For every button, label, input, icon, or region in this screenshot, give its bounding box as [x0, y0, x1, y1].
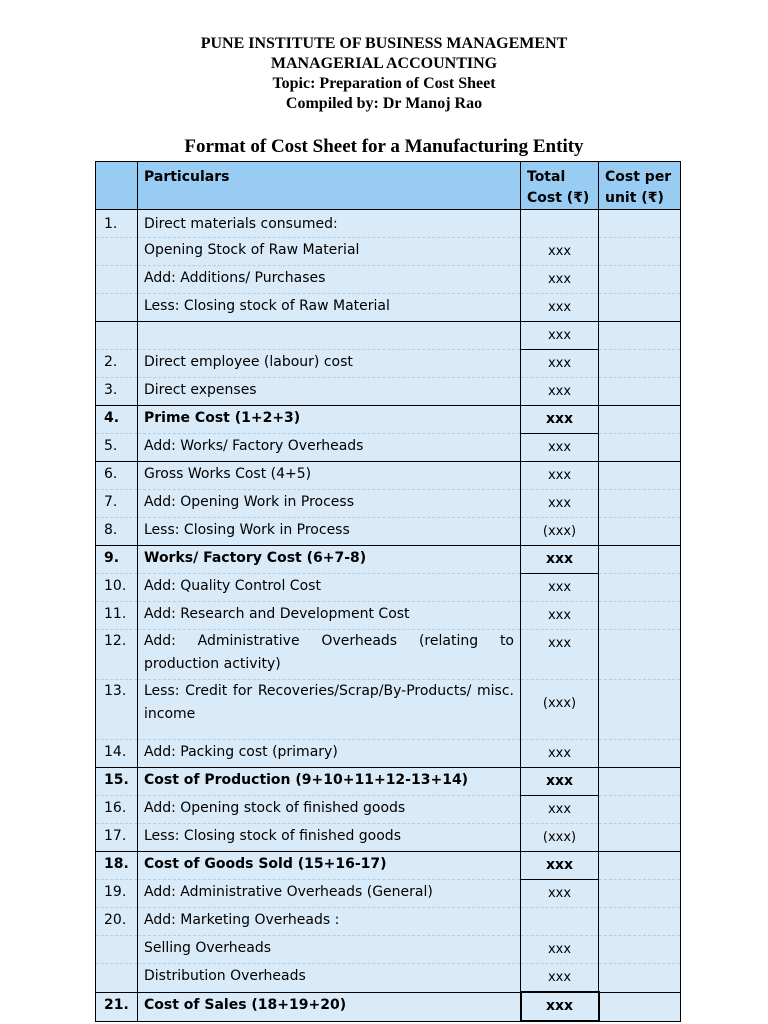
row-total-cost: xxx [521, 880, 599, 908]
table-row [96, 406, 681, 434]
row-total-cost [521, 210, 599, 238]
row-cost-per-unit [599, 294, 681, 322]
row-particulars: Add: Opening Work in Process [138, 490, 521, 518]
row-particulars: Opening Stock of Raw Material [138, 238, 521, 266]
row-cost-per-unit [599, 740, 681, 768]
row-number: 1. [96, 210, 138, 238]
row-particulars: Add: Additions/ Purchases [138, 266, 521, 294]
row-particulars: Selling Overheads [138, 936, 521, 964]
row-total-cost: xxx [521, 546, 599, 574]
compiled-by-line: Compiled by: Dr Manoj Rao [285, 95, 483, 112]
course-name: MANAGERIAL ACCOUNTING [270, 55, 498, 72]
row-particulars: Add: Packing cost (primary) [138, 740, 521, 768]
row-cost-per-unit [599, 546, 681, 574]
table-row [96, 210, 681, 238]
table-row [96, 824, 681, 852]
row-total-cost: xxx [521, 406, 599, 434]
row-total-cost [521, 908, 599, 936]
document-header [0, 34, 768, 114]
row-particulars: Add: Research and Development Cost [138, 602, 521, 630]
row-number: 14. [96, 740, 138, 768]
row-particulars: Add: Administrative Overheads (General) [138, 880, 521, 908]
row-cost-per-unit [599, 880, 681, 908]
table-row [96, 852, 681, 880]
row-total-cost: xxx [521, 630, 599, 680]
row-cost-per-unit [599, 406, 681, 434]
row-total-cost: xxx [521, 574, 599, 602]
row-number: 11. [96, 602, 138, 630]
row-total-cost: xxx [521, 796, 599, 824]
row-particulars [138, 322, 521, 350]
row-total-cost: xxx [521, 322, 599, 350]
row-number [96, 294, 138, 322]
row-number: 10. [96, 574, 138, 602]
table-row [96, 266, 681, 294]
table-row [96, 238, 681, 266]
row-number: 2. [96, 350, 138, 378]
row-number: 20. [96, 908, 138, 936]
row-particulars: Less: Credit for Recoveries/Scrap/By-Products/ misc. income [138, 680, 521, 740]
row-number [96, 238, 138, 266]
row-number: 21. [96, 992, 138, 1021]
row-total-cost: (xxx) [521, 824, 599, 852]
row-cost-per-unit [599, 322, 681, 350]
row-total-cost: xxx [521, 992, 599, 1021]
row-particulars: Gross Works Cost (4+5) [138, 462, 521, 490]
row-cost-per-unit [599, 266, 681, 294]
topic-line: Topic: Preparation of Cost Sheet [272, 75, 496, 92]
row-cost-per-unit [599, 630, 681, 680]
row-cost-per-unit [599, 462, 681, 490]
row-total-cost: (xxx) [521, 518, 599, 546]
row-particulars: Less: Closing Work in Process [138, 518, 521, 546]
row-number: 5. [96, 434, 138, 462]
table-row [96, 462, 681, 490]
row-particulars: Works/ Factory Cost (6+7-8) [138, 546, 521, 574]
row-particulars: Direct expenses [138, 378, 521, 406]
row-particulars: Add: Opening stock of finished goods [138, 796, 521, 824]
table-row [96, 796, 681, 824]
col-header-number [96, 162, 138, 210]
row-cost-per-unit [599, 210, 681, 238]
row-particulars: Direct employee (labour) cost [138, 350, 521, 378]
row-cost-per-unit [599, 964, 681, 993]
table-row [96, 630, 681, 680]
row-total-cost: xxx [521, 602, 599, 630]
row-particulars: Distribution Overheads [138, 964, 521, 993]
row-number: 7. [96, 490, 138, 518]
table-row [96, 768, 681, 796]
row-number: 19. [96, 880, 138, 908]
row-cost-per-unit [599, 490, 681, 518]
table-row [96, 964, 681, 993]
row-total-cost: xxx [521, 294, 599, 322]
row-number [96, 266, 138, 294]
row-particulars: Add: Quality Control Cost [138, 574, 521, 602]
table-row [96, 602, 681, 630]
row-number: 13. [96, 680, 138, 740]
row-cost-per-unit [599, 574, 681, 602]
row-particulars: Cost of Production (9+10+11+12-13+14) [138, 768, 521, 796]
row-total-cost: xxx [521, 238, 599, 266]
row-number [96, 964, 138, 993]
row-particulars: Add: Marketing Overheads : [138, 908, 521, 936]
row-cost-per-unit [599, 992, 681, 1021]
col-header-particulars: Particulars [138, 162, 521, 210]
row-number [96, 936, 138, 964]
table-header-row [96, 162, 681, 210]
row-total-cost: xxx [521, 378, 599, 406]
cost-sheet-table [95, 161, 680, 1022]
table-row [96, 378, 681, 406]
row-number: 3. [96, 378, 138, 406]
col-header-total-cost: Total Cost (₹) [521, 162, 599, 210]
row-number: 12. [96, 630, 138, 680]
row-cost-per-unit [599, 768, 681, 796]
row-number: 4. [96, 406, 138, 434]
row-number: 16. [96, 796, 138, 824]
table-row [96, 936, 681, 964]
row-particulars: Less: Closing stock of Raw Material [138, 294, 521, 322]
table-row [96, 434, 681, 462]
row-cost-per-unit [599, 350, 681, 378]
row-total-cost: xxx [521, 740, 599, 768]
row-total-cost: xxx [521, 350, 599, 378]
table-row [96, 908, 681, 936]
row-cost-per-unit [599, 796, 681, 824]
table-row [96, 546, 681, 574]
row-particulars: Add: Administrative Overheads (relating to production activity) [138, 630, 521, 680]
row-particulars: Cost of Goods Sold (15+16-17) [138, 852, 521, 880]
row-particulars: Prime Cost (1+2+3) [138, 406, 521, 434]
row-number: 17. [96, 824, 138, 852]
col-header-cost-per-unit: Cost per unit (₹) [599, 162, 681, 210]
table-row [96, 350, 681, 378]
table-row [96, 518, 681, 546]
row-cost-per-unit [599, 852, 681, 880]
row-cost-per-unit [599, 936, 681, 964]
row-cost-per-unit [599, 238, 681, 266]
row-number: 9. [96, 546, 138, 574]
row-cost-per-unit [599, 602, 681, 630]
row-number: 18. [96, 852, 138, 880]
row-particulars: Cost of Sales (18+19+20) [138, 992, 521, 1021]
page-title: Format of Cost Sheet for a Manufacturing Entity [184, 136, 584, 157]
row-cost-per-unit [599, 680, 681, 740]
table-row [96, 740, 681, 768]
table-row [96, 322, 681, 350]
table-row [96, 992, 681, 1021]
row-cost-per-unit [599, 434, 681, 462]
row-total-cost: xxx [521, 462, 599, 490]
row-number: 8. [96, 518, 138, 546]
row-total-cost: xxx [521, 266, 599, 294]
row-total-cost: xxx [521, 490, 599, 518]
row-number [96, 322, 138, 350]
row-particulars: Less: Closing stock of finished goods [138, 824, 521, 852]
row-cost-per-unit [599, 908, 681, 936]
table-row [96, 680, 681, 740]
row-cost-per-unit [599, 824, 681, 852]
row-total-cost: xxx [521, 852, 599, 880]
table-row [96, 294, 681, 322]
row-cost-per-unit [599, 518, 681, 546]
table-row [96, 574, 681, 602]
table-row [96, 880, 681, 908]
row-number: 6. [96, 462, 138, 490]
row-particulars: Direct materials consumed: [138, 210, 521, 238]
row-particulars: Add: Works/ Factory Overheads [138, 434, 521, 462]
row-total-cost: xxx [521, 964, 599, 993]
row-total-cost: xxx [521, 936, 599, 964]
row-total-cost: xxx [521, 434, 599, 462]
row-number: 15. [96, 768, 138, 796]
row-total-cost: (xxx) [521, 680, 599, 740]
row-cost-per-unit [599, 378, 681, 406]
table-row [96, 490, 681, 518]
institute-name: PUNE INSTITUTE OF BUSINESS MANAGEMENT [200, 35, 568, 52]
row-total-cost: xxx [521, 768, 599, 796]
